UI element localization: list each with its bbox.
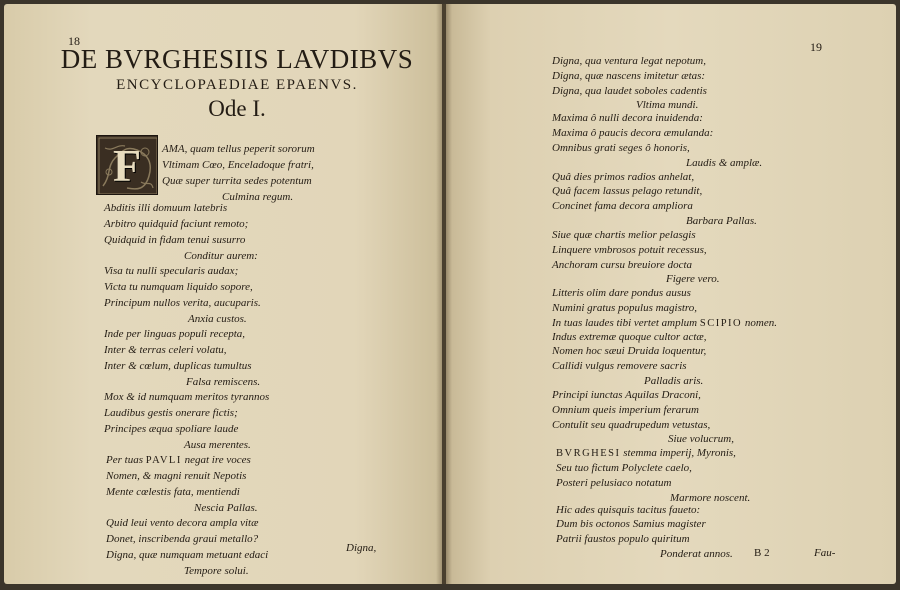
verse-line: Laudis & amplæ. (686, 157, 763, 169)
catchword: Digna, (346, 542, 377, 554)
verse-line: Anchoram cursu breuiore docta (552, 259, 693, 271)
verse-line: Mente cœlestis fata, mentiendi (106, 486, 240, 498)
verse-line: Siue quæ chartis melior pelasgis (552, 229, 696, 241)
decorated-initial (96, 135, 158, 195)
page-number: 19 (810, 40, 822, 54)
verse-line: Nomen hoc sæui Druida loquentur, (552, 345, 707, 357)
verse-line: Digna, quæ numquam metuant edaci (106, 549, 269, 561)
proper-name-smallcaps: SCIPIO (699, 318, 743, 329)
catchword: Fau- (814, 547, 836, 559)
verse-line: Dum bis octonos Samius magister (556, 518, 706, 530)
page-number: 18 (68, 34, 80, 48)
verse-line: Quidquid in fidam tenui susurro (104, 234, 246, 246)
verse-line: Litteris olim dare pondus ausus (552, 287, 691, 299)
signature-mark: B 2 (754, 547, 770, 559)
verse-line: Mox & id numquam meritos tyrannos (104, 391, 270, 403)
verse-line: Tempore solui. (184, 565, 249, 577)
verse-line: Quæ super turrita sedes potentum (162, 175, 312, 187)
verse-line: Digna, qua ventura legat nepotum, (552, 55, 706, 67)
verse-line: Digna, quæ nascens imitetur ætas: (552, 70, 706, 82)
proper-name-smallcaps: BVRGHESI (556, 448, 621, 459)
verse-line: Vltima mundi. (636, 99, 699, 111)
verse-line: Hic ades quisquis tacitus faueto: (556, 504, 701, 516)
verse-line: Siue volucrum, (668, 433, 734, 445)
verse-line: Nescia Pallas. (194, 502, 258, 514)
verse-line: Marmore noscent. (670, 492, 751, 504)
verse-line: Maxima ô paucis decora æmulanda: (552, 127, 714, 139)
verse-line: Falsa remiscens. (186, 376, 261, 388)
verse-line: Culmina regum. (222, 191, 294, 203)
verse-text: stemma imperij, Myronis, (620, 447, 736, 459)
verse-line: Anxia custos. (188, 313, 247, 325)
verse-line: Principum nullos verita, aucuparis. (104, 297, 261, 309)
verse-text: negat ire voces (181, 454, 251, 466)
verse-line: Victa tu numquam liquido sopore, (104, 281, 253, 293)
verse-line: Quid leui vento decora ampla vitæ (106, 517, 259, 529)
right-page (446, 4, 896, 584)
verse-line: Ausa merentes. (184, 439, 251, 451)
verse-line: Nomen, & magni renuit Nepotis (106, 470, 247, 482)
verse-text: In tuas laudes tibi vertet amplum (552, 317, 700, 329)
verse-line: Seu tuo fictum Polyclete caelo, (556, 462, 692, 474)
ode-heading: Ode I. (208, 96, 266, 121)
verse-line: Figere vero. (666, 273, 720, 285)
verse-line: Donet, inscribenda graui metallo? (106, 533, 259, 545)
verse-line: Principes æqua spoliare laude (104, 423, 239, 435)
verse-line: Contulit seu quadrupedum vetustas, (552, 419, 711, 431)
verse-line: Maxima ô nulli decora inuidenda: (552, 112, 703, 124)
verse-line: Patrii faustos populo quiritum (556, 533, 690, 545)
verse-line (556, 448, 736, 460)
verse-text: nomen. (742, 317, 777, 329)
verse-line: Callidi vulgus removere sacris (552, 360, 687, 372)
verse-line: Palladis aris. (644, 375, 704, 387)
verse-line: Omnium queis imperium ferarum (552, 404, 699, 416)
verse-line: Inde per linguas populi recepta, (104, 328, 246, 340)
left-page (4, 4, 442, 584)
verse-line: Laudibus gestis onerare fictis; (104, 407, 238, 419)
page-title: DE BVRGHESIIS LAVDIBVS (60, 44, 414, 74)
verse-line: Inter & cœlum, duplicas tumultus (104, 360, 252, 372)
verse-line: Abditis illi domuum latebris (104, 202, 228, 214)
verse-line: Indus extremæ quoque cultor actæ, (552, 331, 707, 343)
proper-name-smallcaps: PAVLI (145, 455, 182, 466)
verse-line: Inter & terras celeri volatu, (104, 344, 227, 356)
verse-line: Arbitro quidquid faciunt remoto; (104, 218, 249, 230)
verse-line: Conditur aurem: (184, 250, 258, 262)
verse-line: Numini gratus populus magistro, (552, 302, 698, 314)
book-gutter (436, 4, 452, 584)
drop-initial-letter: F (112, 139, 142, 191)
verse-line: Concinet fama decora ampliora (552, 200, 693, 212)
verse-line: Visa tu nulli specularis audax; (104, 265, 239, 277)
verse-line: Digna, qua laudet soboles cadentis (552, 85, 707, 97)
verse-line: Vltimam Cœo, Enceladoque fratri, (162, 159, 314, 171)
verse-line: AMA, quam tellus peperit sororum (162, 143, 315, 155)
verse-text: Per tuas (106, 454, 146, 466)
verse-line: Principi iunctas Aquilas Draconi, (552, 389, 701, 401)
verse-line: Quâ facem lassus pelago retundit, (552, 185, 703, 197)
verse-line (106, 455, 251, 467)
verse-line: Omnibus grati seges ô honoris, (552, 142, 690, 154)
verse-line: Barbara Pallas. (686, 215, 757, 227)
verse-line: Ponderat annos. (660, 548, 733, 560)
verse-line: Quâ dies primos radios anhelat, (552, 171, 695, 183)
page-subtitle: ENCYCLOPAEDIAE EPAENVS. (116, 77, 358, 93)
verse-line (552, 318, 777, 330)
verse-line: Posteri pelusiaco notatum (556, 477, 672, 489)
verse-line: Linquere vmbrosos potuit recessus, (552, 244, 707, 256)
title-block (52, 44, 422, 122)
